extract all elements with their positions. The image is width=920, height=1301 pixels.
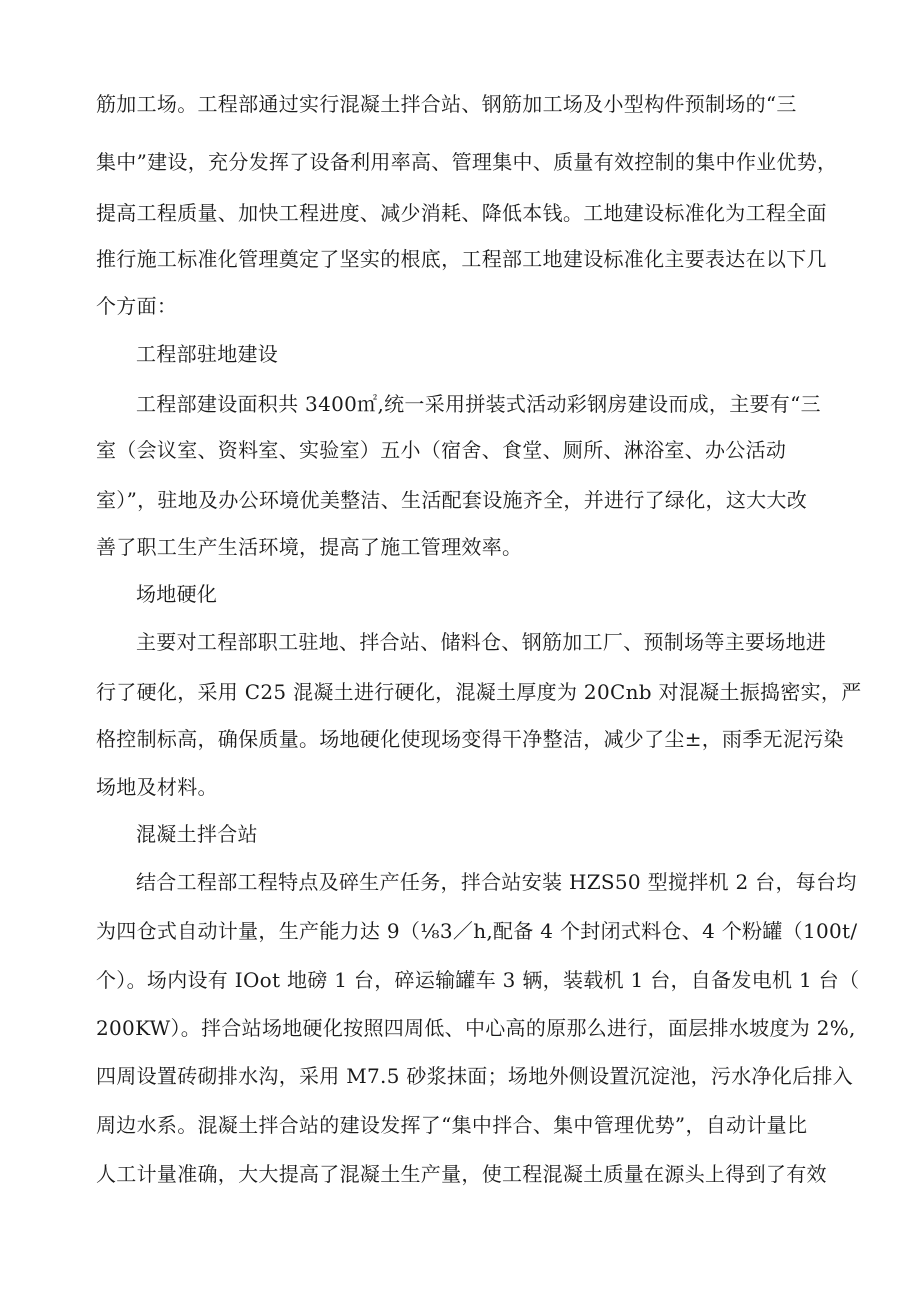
section-heading-hardening: 场地硬化	[136, 582, 218, 606]
paragraph-intro-line-1: 筋加工场。工程部通过实行混凝土拌合站、钢筋加工场及小型构件预制场的“三	[96, 92, 797, 116]
paragraph-mixing-station-line-3: 个）。场内设有 IOot 地磅 1 台，碎运输罐车 3 辆，装载机 1 台，自备发电机 1 台（	[96, 968, 860, 992]
paragraph-mixing-station-line-1: 结合工程部工程特点及碎生产任务，拌合站安装 HZS50 型搅拌机 2 台，每台均	[136, 870, 857, 894]
paragraph-camp-line-2: 室（会议室、资料室、实验室）五小（宿舍、食堂、厕所、淋浴室、办公活动	[96, 438, 787, 462]
paragraph-hardening-line-4: 场地及材料。	[96, 775, 218, 799]
paragraph-mixing-station-line-6: 周边水系。混凝土拌合站的建设发挥了“集中拌合、集中管理优势”，自动计量比	[96, 1113, 808, 1137]
paragraph-camp-line-4: 善了职工生产生活环境，提高了施工管理效率。	[96, 535, 523, 559]
section-heading-mixing-station: 混凝土拌合站	[136, 822, 258, 846]
paragraph-camp-line-1: 工程部建设面积共 3400㎡,统一采用拼装式活动彩钢房建设而成，主要有“三	[136, 392, 821, 416]
paragraph-mixing-station-line-7: 人工计量准确，大大提高了混凝土生产量，使工程混凝土质量在源头上得到了有效	[96, 1162, 827, 1186]
paragraph-intro-line-3: 提高工程质量、加快工程进度、减少消耗、降低本钱。工地建设标准化为工程全面	[96, 201, 827, 225]
paragraph-hardening-line-2: 行了硬化，采用 C25 混凝土进行硬化，混凝土厚度为 20Cnb 对混凝土振捣密实，严	[96, 680, 862, 704]
paragraph-hardening-line-1: 主要对工程部职工驻地、拌合站、储料仓、钢筋加工厂、预制场等主要场地进	[136, 630, 827, 654]
paragraph-mixing-station-line-5: 四周设置砖砌排水沟，采用 M7.5 砂浆抹面；场地外侧设置沉淀池，污水净化后排入	[96, 1064, 853, 1088]
paragraph-intro-line-2: 集中”建设，充分发挥了设备利用率高、管理集中、质量有效控制的集中作业优势，	[96, 150, 838, 174]
paragraph-mixing-station-line-2: 为四仓式自动计量，生产能力达 9（⅛3／h,配备 4 个封闭式料仓、4 个粉罐（100t/	[96, 919, 858, 943]
paragraph-hardening-line-3: 格控制标高，确保质量。场地硬化使现场变得干净整洁，减少了尘±，雨季无泥污染	[96, 727, 844, 751]
paragraph-intro-line-4: 推行施工标准化管理奠定了坚实的根底，工程部工地建设标准化主要表达在以下几	[96, 247, 827, 271]
paragraph-camp-line-3: 室）”，驻地及办公环境优美整洁、生活配套设施齐全，并进行了绿化，这大大改	[96, 488, 808, 512]
section-heading-camp: 工程部驻地建设	[136, 342, 279, 366]
paragraph-intro-line-5: 个方面：	[96, 294, 178, 318]
paragraph-mixing-station-line-4: 200KW）。拌合站场地硬化按照四周低、中心高的原那么进行，面层排水坡度为 2%,	[96, 1016, 856, 1040]
